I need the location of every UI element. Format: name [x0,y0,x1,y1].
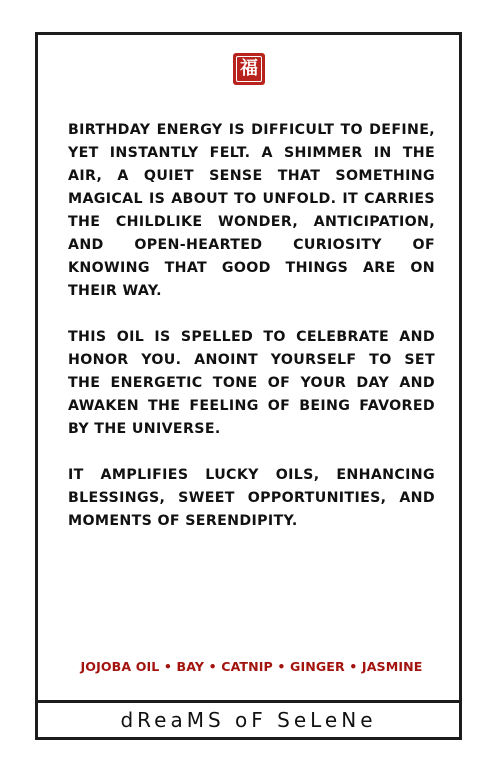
ingredients-list: JOJOBA OIL • BAY • CATNIP • GINGER • JASMINE [80,659,423,674]
paragraph-2: THIS OIL IS SPELLED TO CELEBRATE AND HONOR YOU. ANOINT YOURSELF TO SET THE ENERGETIC TONE OF YOUR DAY AND AWAKEN THE FEELING OF BEING FAVORED BY THE UNIVERSE. [68,329,435,437]
paragraph-3: IT AMPLIFIES LUCKY OILS, ENHANCING BLESSINGS, SWEET OPPORTUNITIES, AND MOMENTS OF SERENDIPITY. [68,467,435,529]
paragraph-1: BIRTHDAY ENERGY IS DIFFICULT TO DEFINE, YET INSTANTLY FELT. A SHIMMER IN THE AIR, A QUIET SENSE THAT SOMETHING MAGICAL IS ABOUT TO UNFOLD. IT CARRIES THE CHILDLIKE WONDER, ANTICIPATION, AND OPEN-HEARTED CURIOSITY OF KNOWING THAT GOOD THINGS ARE ON THEIR WAY. [68,122,435,299]
brand-name: dReaMS oF SeLeNe [120,708,377,732]
description-text [68,119,435,556]
fu-seal-stamp [233,53,265,85]
brand-footer [38,700,459,737]
fu-character: 福 [240,58,258,79]
label-card [35,32,462,740]
